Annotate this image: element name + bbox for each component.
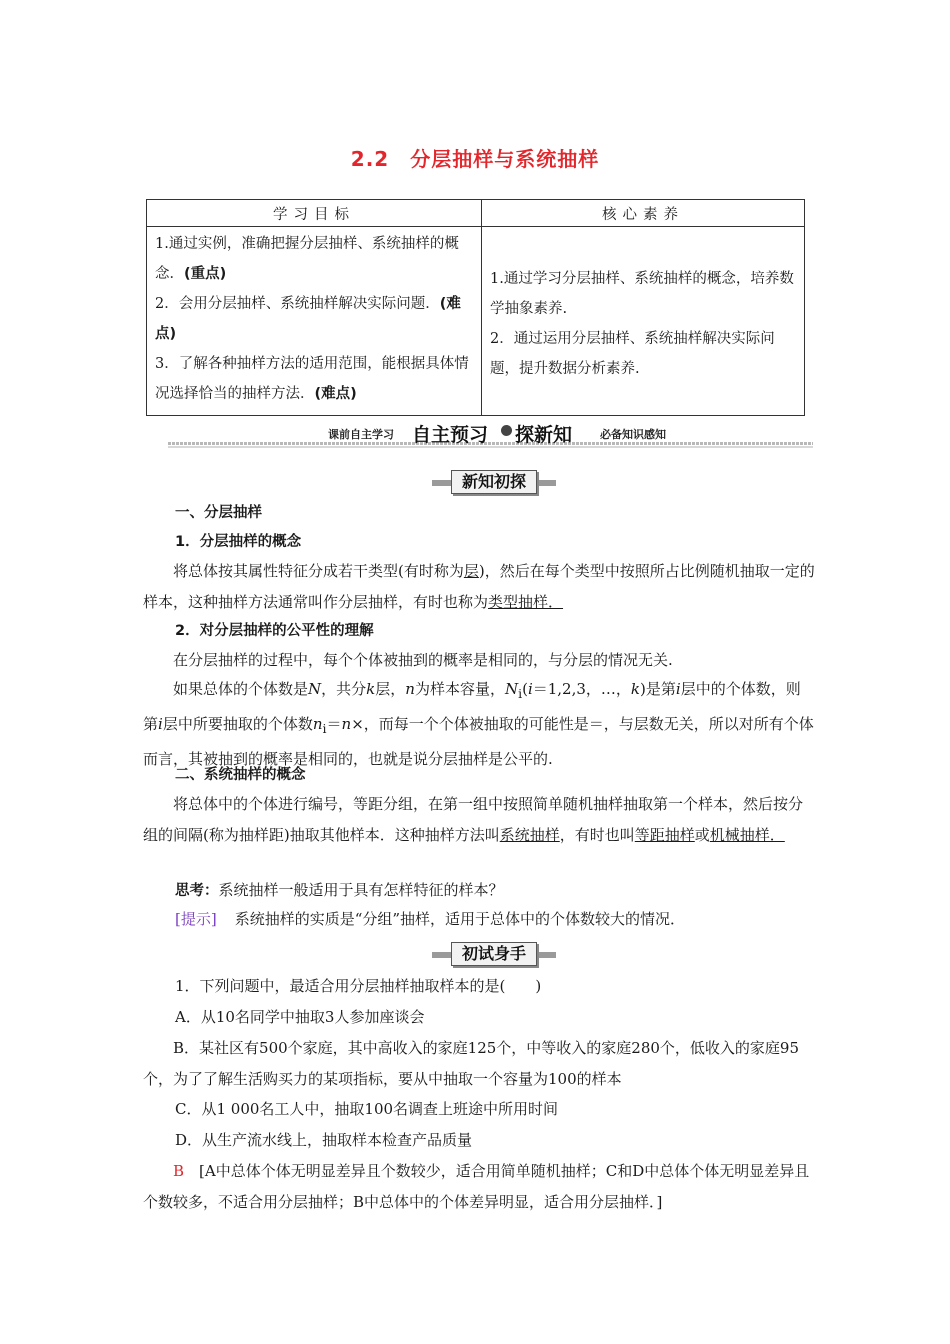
think-label: 思考： xyxy=(175,883,219,899)
banner-title-1: 自主预习 xyxy=(412,424,489,446)
banner-right-text: 必备知识感知 xyxy=(600,428,666,441)
goals-header: 学习目标 xyxy=(147,200,482,227)
section-label-try: 初试身手 xyxy=(432,942,556,966)
term-equidistant: 等距抽样 xyxy=(634,826,695,844)
option-a: A．从10名同学中抽取3人参加座谈会 xyxy=(175,1008,425,1026)
literacy-list xyxy=(482,227,805,416)
term-systematic: 系统抽样 xyxy=(499,826,560,844)
banner-left-text: 课前自主学习 xyxy=(328,428,394,441)
page-title: 2.2 分层抽样与系统抽样 xyxy=(350,147,600,171)
literacy-item: 2．通过运用分层抽样、系统抽样解决实际问题，提升数据分析素养. xyxy=(490,331,775,377)
question-1: 1．下列问题中，最适合用分层抽样抽取样本的是( ) xyxy=(175,977,542,995)
banner-bar-shadow xyxy=(168,446,813,448)
goal-item: 2．会用分层抽样、系统抽样解决实际问题．(难点) xyxy=(155,296,461,342)
think-question: 思考：系统抽样一般适用于具有怎样特征的样本？ xyxy=(175,881,504,899)
fairness-text-1: 在分层抽样的过程中，每个个体被抽到的概率是相同的，与分层的情况无关. xyxy=(173,651,673,669)
hint: [提示] 系统抽样的实质是“分组”抽样，适用于总体中的个体数较大的情况． xyxy=(175,910,686,928)
option-c: C．从1 000名工人中，抽取100名调查上班途中所用时间 xyxy=(175,1100,559,1118)
answer: B [A中总体个体无明显差异且个数较少，适合用简单随机抽样；C和D中总体个体无明显差异且个数较多，不适合用分层抽样；B中总体中的个体差异明显，适合用分层抽样．] xyxy=(143,1162,810,1211)
heading-fairness: 2．对分层抽样的公平性的理解 xyxy=(175,623,374,639)
heading-stratified: 一、分层抽样 xyxy=(175,505,262,521)
term-mechanical: 机械抽样． xyxy=(709,826,785,844)
term-type-sampling: 类型抽样． xyxy=(488,593,564,611)
option-d: D．从生产流水线上，抽取样本检查产品质量 xyxy=(175,1131,473,1149)
option-b: B．某社区有500个家庭，其中高收入的家庭125个，中等收入的家庭280个，低收入的家庭95个，为了了解生活购买力的某项指标，要从中抽取一个容量为100的样本 xyxy=(143,1039,800,1088)
goal-item: 1.通过实例，准确把握分层抽样、系统抽样的概念．(重点) xyxy=(155,236,459,282)
answer-letter: B xyxy=(173,1162,185,1180)
heading-systematic: 二、系统抽样的概念 xyxy=(175,767,306,783)
section-label-new: 新知初探 xyxy=(432,470,556,494)
hint-label: [提示] xyxy=(175,910,217,928)
stratified-concept-text: 将总体按其属性特征分成若干类型(有时称为层)，然后在每个类型中按照所占比例随机抽取一定的样本，这种抽样方法通常叫作分层抽样，有时也称为类型抽样． xyxy=(143,562,815,611)
fairness-text-2: 如果总体的个体数是N，共分k层，n为样本容量，$N_i(i=1,2,3$，…，k)是第i层中的个体数，则第i层中所要抽取的个体数$n_i=n\times$，而每一个个体被抽取的可能性是＝，与层数无关，所以对所有个体而言，其被抽到的概率是相同的，也就是说分层抽样是公平的. xyxy=(143,680,814,768)
banner-bar xyxy=(168,442,813,445)
goals-list xyxy=(147,227,482,416)
literacy-header: 核心素养 xyxy=(482,200,805,227)
banner-title-2: 探新知 xyxy=(515,424,573,446)
goal-item: 3．了解各种抽样方法的适用范围，能根据具体情况选择恰当的抽样方法．(难点) xyxy=(155,356,469,402)
term-layer: 层 xyxy=(463,562,479,580)
goals-table xyxy=(146,199,805,416)
heading-stratified-concept: 1．分层抽样的概念 xyxy=(175,534,302,550)
literacy-item: 1.通过学习分层抽样、系统抽样的概念，培养数学抽象素养. xyxy=(490,271,794,317)
systematic-text: 将总体中的个体进行编号，等距分组，在第一组中按照简单随机抽样抽取第一个样本，然后按分组的间隔(称为抽样距)抽取其他样本．这种抽样方法叫系统抽样，有时也叫等距抽样或机械抽样． xyxy=(143,795,804,844)
section-banner xyxy=(168,420,813,448)
banner-dot-icon xyxy=(501,425,512,436)
